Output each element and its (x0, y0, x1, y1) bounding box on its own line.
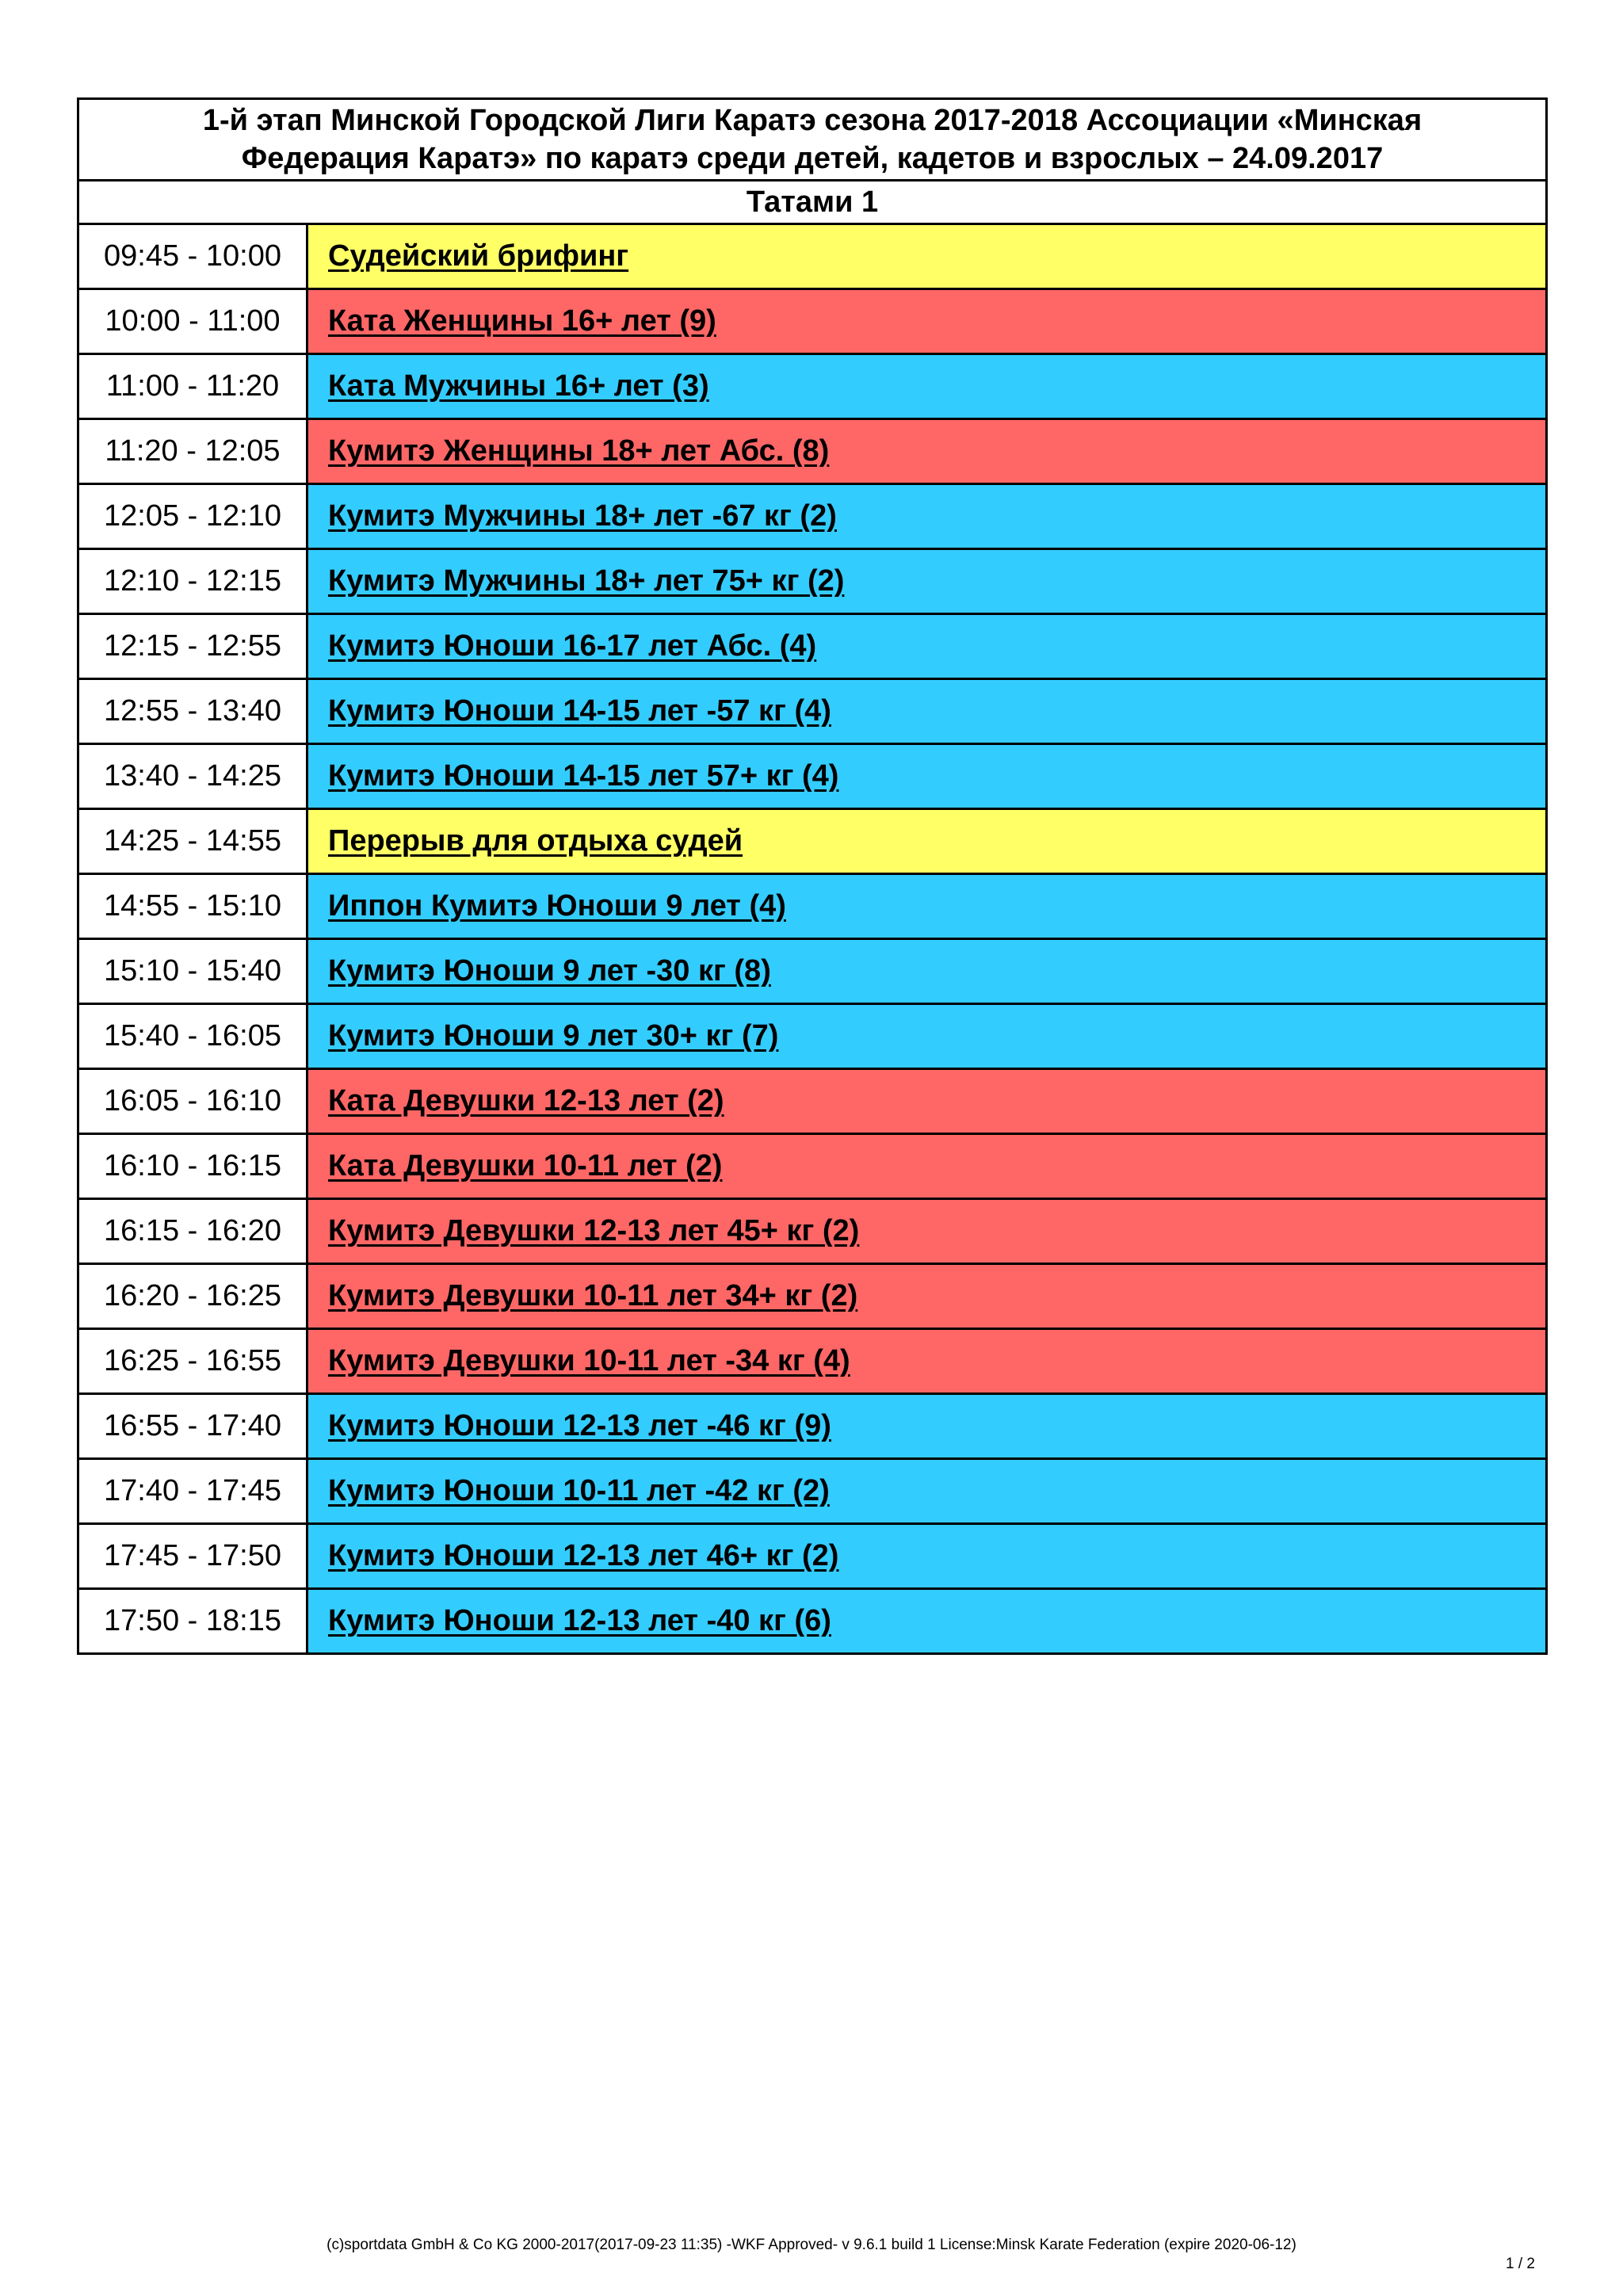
time-slot: 12:10 - 12:15 (79, 550, 308, 613)
event-link[interactable]: Иппон Кумитэ Юноши 9 лет (4) (308, 875, 1545, 938)
time-slot: 10:00 - 11:00 (79, 290, 308, 353)
schedule-rows (79, 225, 1545, 1652)
title-line-1: 1-й этап Минской Городской Лиги Каратэ сезона 2017-2018 Ассоциации «Минская (202, 104, 1423, 137)
event-link[interactable]: Кумитэ Юноши 14-15 лет -57 кг (4) (308, 680, 1545, 743)
schedule-row (79, 875, 1545, 940)
title-line-2: Федерация Каратэ» по каратэ среди детей, кадетов и взрослых – 24.09.2017 (241, 142, 1384, 175)
schedule-row (79, 1525, 1545, 1590)
schedule-row (79, 745, 1545, 810)
event-link[interactable]: Ката Женщины 16+ лет (9) (308, 290, 1545, 353)
time-slot: 13:40 - 14:25 (79, 745, 308, 808)
time-slot: 16:10 - 16:15 (79, 1135, 308, 1198)
page-number: 1 / 2 (1506, 2256, 1535, 2272)
schedule-row (79, 1265, 1545, 1330)
time-slot: 15:10 - 15:40 (79, 940, 308, 1003)
event-link[interactable]: Судейский брифинг (308, 225, 1545, 288)
time-slot: 16:05 - 16:10 (79, 1070, 308, 1133)
schedule-row (79, 1330, 1545, 1395)
schedule-row (79, 225, 1545, 290)
schedule-table (77, 97, 1548, 1655)
time-slot: 16:20 - 16:25 (79, 1265, 308, 1328)
schedule-row (79, 485, 1545, 550)
event-link[interactable]: Кумитэ Юноши 14-15 лет 57+ кг (4) (308, 745, 1545, 808)
event-link[interactable]: Кумитэ Мужчины 18+ лет -67 кг (2) (308, 485, 1545, 548)
schedule-row (79, 1070, 1545, 1135)
event-link[interactable]: Кумитэ Юноши 10-11 лет -42 кг (2) (308, 1460, 1545, 1522)
event-link[interactable]: Кумитэ Юноши 12-13 лет -40 кг (6) (308, 1590, 1545, 1652)
time-slot: 15:40 - 16:05 (79, 1005, 308, 1068)
time-slot: 16:15 - 16:20 (79, 1200, 308, 1263)
time-slot: 17:40 - 17:45 (79, 1460, 308, 1522)
time-slot: 12:55 - 13:40 (79, 680, 308, 743)
schedule-row (79, 355, 1545, 420)
schedule-row (79, 420, 1545, 485)
schedule-row (79, 810, 1545, 875)
event-link[interactable]: Кумитэ Девушки 10-11 лет -34 кг (4) (308, 1330, 1545, 1392)
schedule-row (79, 1590, 1545, 1652)
event-link[interactable]: Ката Девушки 12-13 лет (2) (308, 1070, 1545, 1133)
schedule-row (79, 1395, 1545, 1460)
schedule-row (79, 1135, 1545, 1200)
event-link[interactable]: Кумитэ Юноши 16-17 лет Абс. (4) (308, 615, 1545, 678)
event-link[interactable]: Кумитэ Женщины 18+ лет Абс. (8) (308, 420, 1545, 483)
time-slot: 17:45 - 17:50 (79, 1525, 308, 1587)
time-slot: 14:25 - 14:55 (79, 810, 308, 873)
tatami-heading: Татами 1 (79, 181, 1545, 225)
time-slot: 11:20 - 12:05 (79, 420, 308, 483)
event-link[interactable]: Кумитэ Мужчины 18+ лет 75+ кг (2) (308, 550, 1545, 613)
event-link[interactable]: Перерыв для отдыха судей (308, 810, 1545, 873)
time-slot: 11:00 - 11:20 (79, 355, 308, 418)
footer-license-text: (c)sportdata GmbH & Co KG 2000-2017(2017-09-23 11:35) -WKF Approved- v 9.6.1 build 1 License:Minsk Karate Federation (expire 2020-06-12) (327, 2237, 1296, 2253)
event-link[interactable]: Кумитэ Юноши 9 лет 30+ кг (7) (308, 1005, 1545, 1068)
time-slot: 17:50 - 18:15 (79, 1590, 308, 1652)
schedule-row (79, 680, 1545, 745)
schedule-row (79, 1200, 1545, 1265)
event-link[interactable]: Кумитэ Юноши 12-13 лет 46+ кг (2) (308, 1525, 1545, 1587)
time-slot: 14:55 - 15:10 (79, 875, 308, 938)
event-link[interactable]: Ката Девушки 10-11 лет (2) (308, 1135, 1545, 1198)
time-slot: 16:25 - 16:55 (79, 1330, 308, 1392)
event-link[interactable]: Кумитэ Юноши 9 лет -30 кг (8) (308, 940, 1545, 1003)
schedule-row (79, 940, 1545, 1005)
schedule-row (79, 290, 1545, 355)
event-link[interactable]: Кумитэ Юноши 12-13 лет -46 кг (9) (308, 1395, 1545, 1457)
event-link[interactable]: Ката Мужчины 16+ лет (3) (308, 355, 1545, 418)
event-link[interactable]: Кумитэ Девушки 10-11 лет 34+ кг (2) (308, 1265, 1545, 1328)
time-slot: 12:05 - 12:10 (79, 485, 308, 548)
time-slot: 12:15 - 12:55 (79, 615, 308, 678)
schedule-row (79, 615, 1545, 680)
event-link[interactable]: Кумитэ Девушки 12-13 лет 45+ кг (2) (308, 1200, 1545, 1263)
schedule-row (79, 1005, 1545, 1070)
time-slot: 09:45 - 10:00 (79, 225, 308, 288)
schedule-row (79, 550, 1545, 615)
time-slot: 16:55 - 17:40 (79, 1395, 308, 1457)
document-title (79, 100, 1545, 181)
schedule-row (79, 1460, 1545, 1525)
